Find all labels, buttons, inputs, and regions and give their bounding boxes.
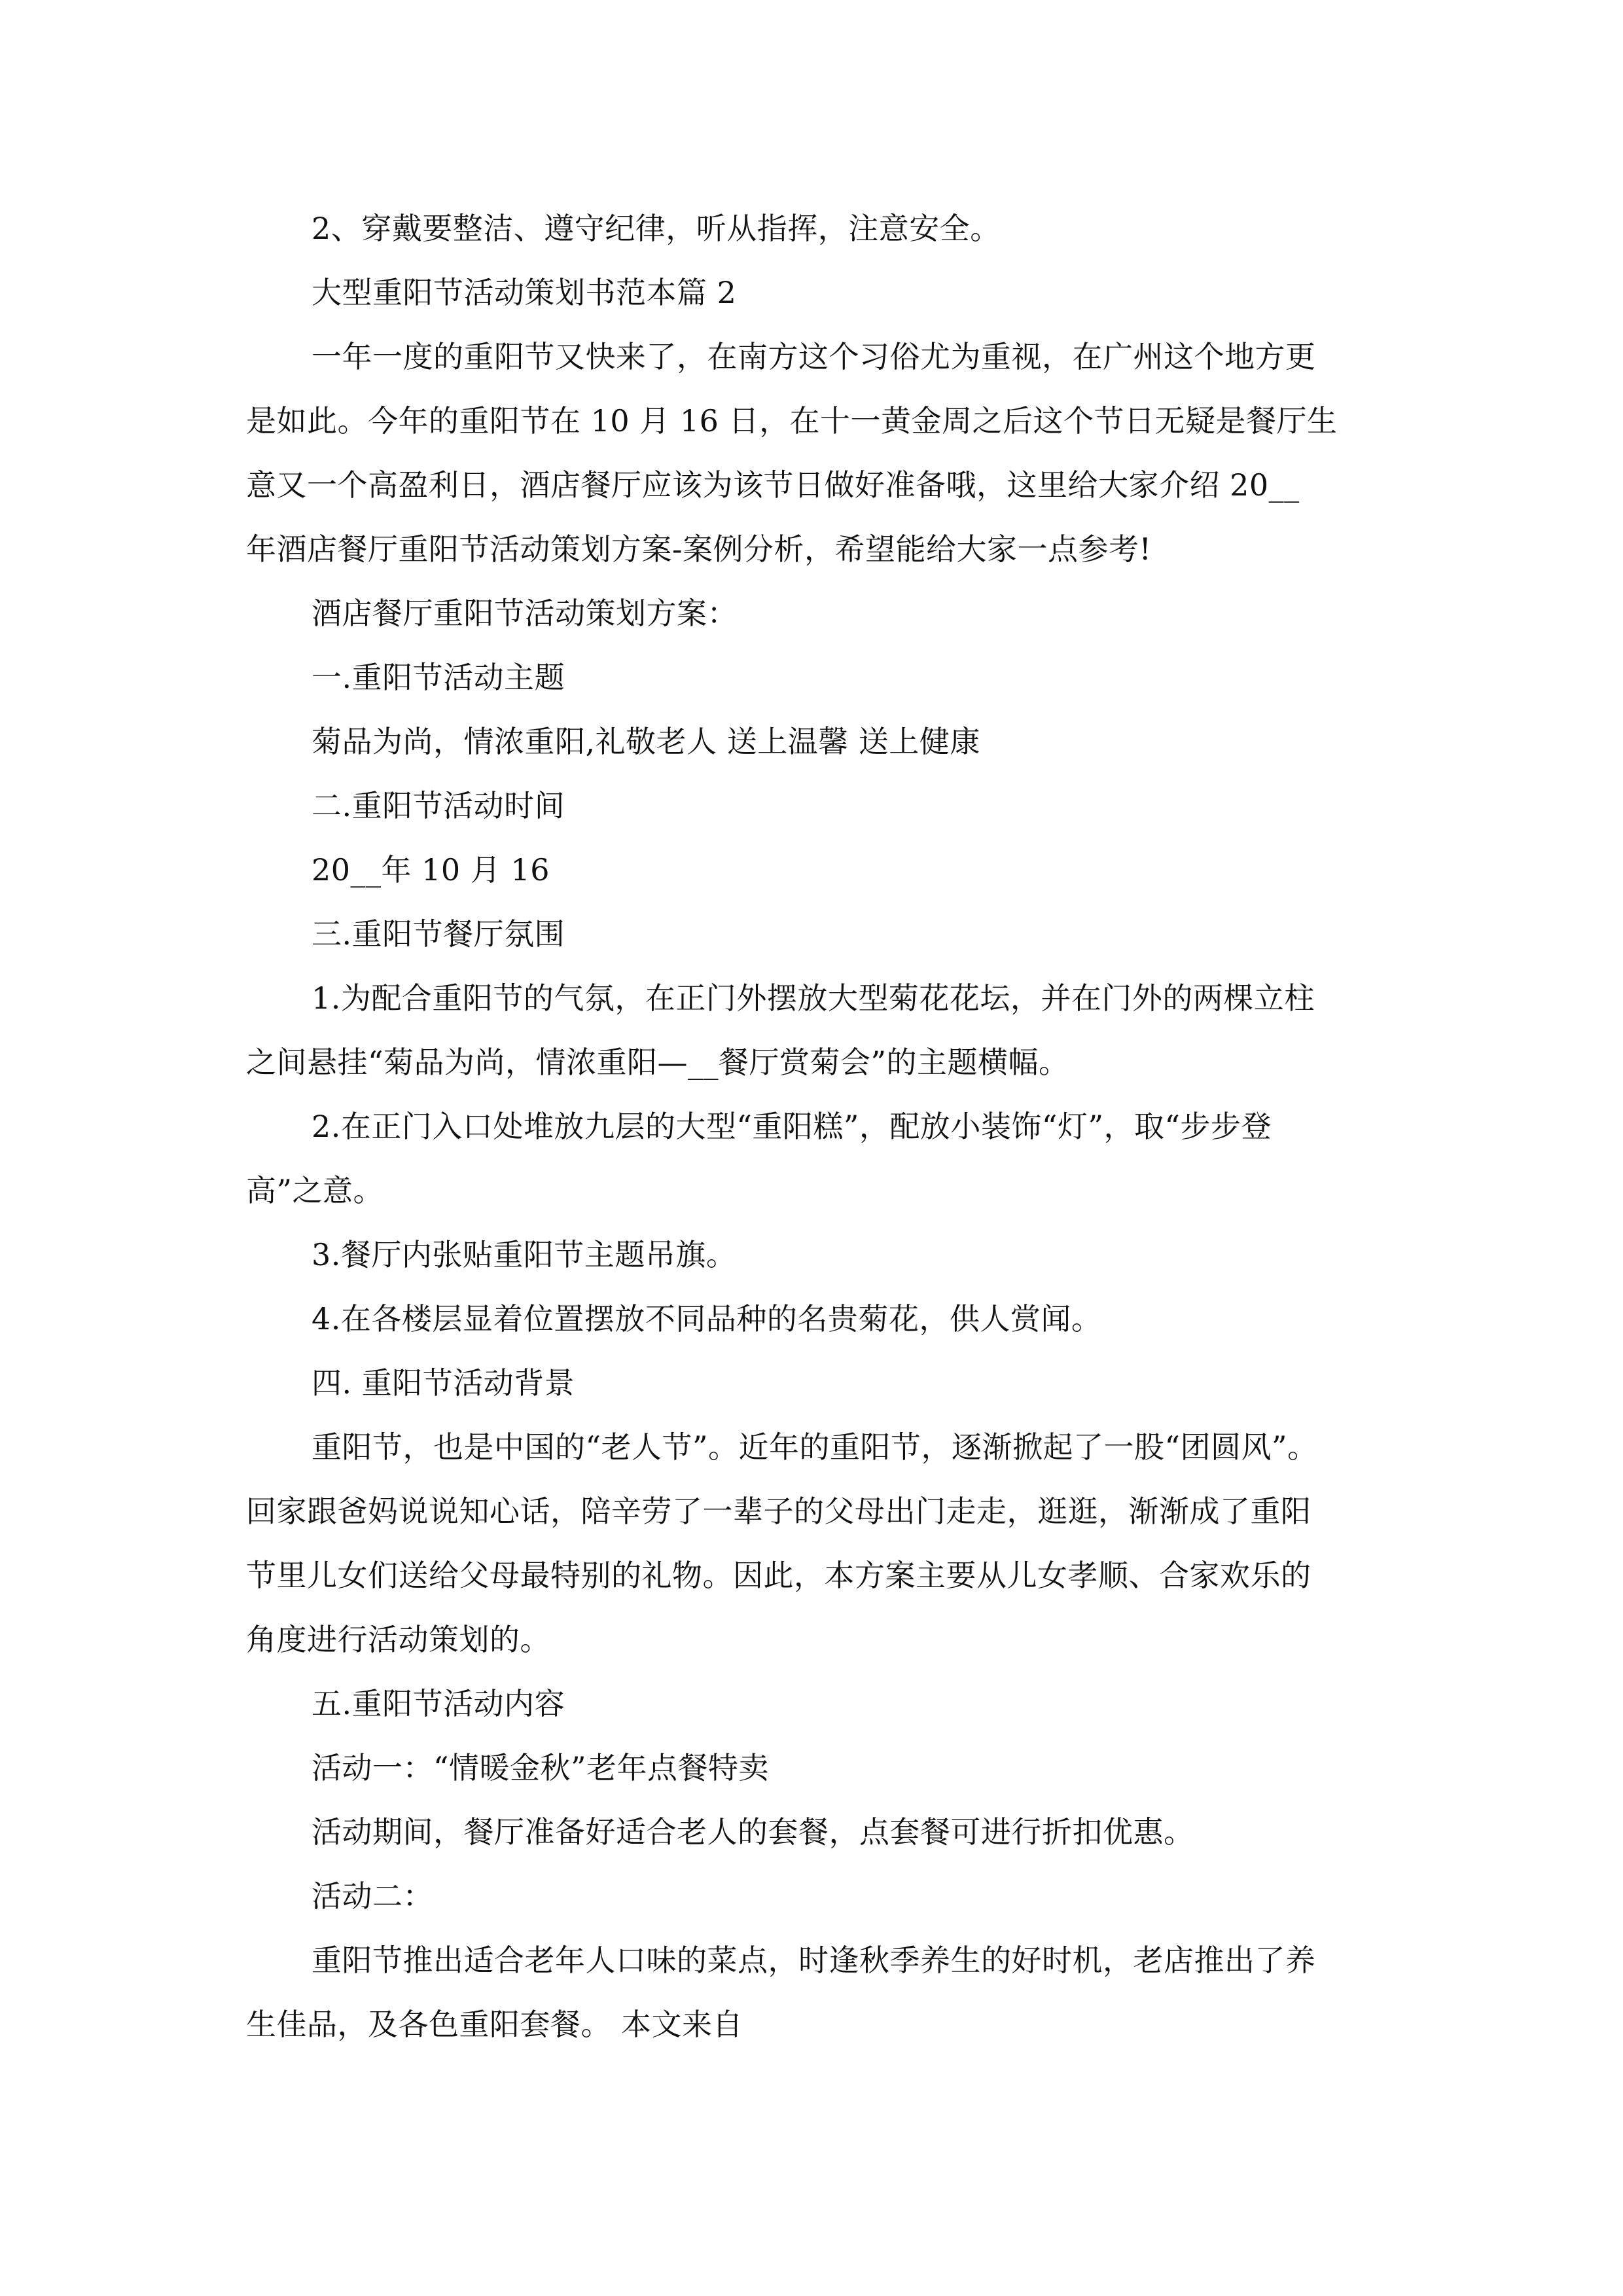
text-line: 是如此。今年的重阳节在 10 月 16 日，在十一黄金周之后这个节日无疑是餐厅生 [246,403,1338,439]
text-line: 活动一：“情暖金秋”老年点餐特卖 [312,1750,770,1785]
text-line: 1.为配合重阳节的气氛，在正门外摆放大型菊花花坛，并在门外的两棵立柱 [312,980,1315,1016]
document-body [246,196,1385,2056]
text-line: 20__年 10 月 16 [312,852,550,888]
text-line: 年酒店餐厅重阳节活动策划方案-案例分析，希望能给大家一点参考! [246,531,1152,567]
text-line: 重阳节，也是中国的“老人节”。近年的重阳节，逐渐掀起了一股“团圆风”。 [312,1429,1318,1465]
text-line: 菊品为尚，情浓重阳,礼敬老人 送上温馨 送上健康 [312,724,980,759]
heading-time: 二.重阳节活动时间 [312,788,565,823]
text-line: 重阳节推出适合老年人口味的菜点，时逢秋季养生的好时机，老店推出了养 [312,1943,1316,1978]
text-line: 4.在各楼层显着位置摆放不同品种的名贵菊花，供人赏闻。 [312,1301,1102,1336]
section-title: 大型重阳节活动策划书范本篇 2 [312,275,737,310]
text-line: 节里儿女们送给父母最特别的礼物。因此，本方案主要从儿女孝顺、合家欢乐的 [246,1558,1311,1593]
text-line: 3.餐厅内张贴重阳节主题吊旗。 [312,1237,737,1272]
heading-theme: 一.重阳节活动主题 [312,660,565,695]
heading-atmosphere: 三.重阳节餐厅氛围 [312,916,565,952]
text-line: 回家跟爸妈说说知心话，陪辛劳了一辈子的父母出门走走，逛逛，渐渐成了重阳 [246,1494,1311,1529]
text-line: 活动期间，餐厅准备好适合老人的套餐，点套餐可进行折扣优惠。 [312,1814,1194,1850]
heading-background: 四. 重阳节活动背景 [312,1365,575,1401]
text-line: 2、穿戴要整洁、遵守纪律，听从指挥，注意安全。 [312,211,1001,246]
text-line: 酒店餐厅重阳节活动策划方案： [312,596,738,631]
text-line: 生佳品，及各色重阳套餐。 本文来自 [246,2007,743,2042]
text-line: 意又一个高盈利日，酒店餐厅应该为该节日做好准备哦，这里给大家介绍 20__ [246,467,1300,503]
text-line: 之间悬挂“菊品为尚，情浓重阳—__餐厅赏菊会”的主题横幅。 [246,1045,1069,1080]
heading-content: 五.重阳节活动内容 [312,1686,565,1721]
text-line: 角度进行活动策划的。 [246,1622,550,1657]
text-line: 活动二： [312,1878,433,1914]
text-line: 高”之意。 [246,1173,384,1208]
text-line: 一年一度的重阳节又快来了，在南方这个习俗尤为重视，在广州这个地方更 [312,339,1316,374]
text-line: 2.在正门入口处堆放九层的大型“重阳糕”，配放小装饰“灯”，取“步步登 [312,1109,1272,1144]
